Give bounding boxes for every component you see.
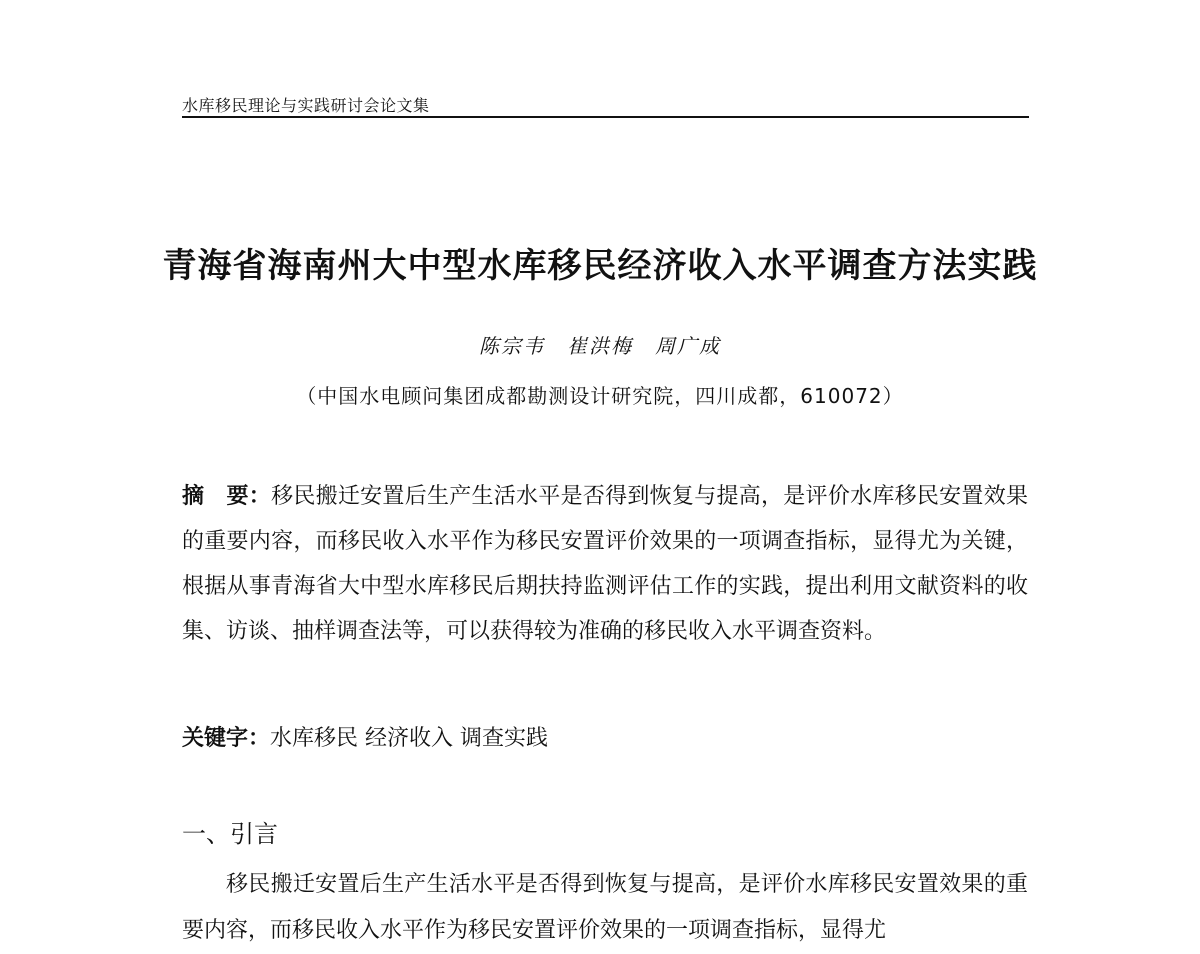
keywords-label: 关键字：: [182, 725, 271, 751]
abstract: [182, 474, 1028, 654]
authors: 陈宗韦 崔洪梅 周广成: [479, 334, 721, 358]
section-heading: 一、引言: [182, 820, 278, 848]
body-paragraph: 移民搬迁安置后生产生活水平是否得到恢复与提高，是评价水库移民安置效果的重要内容，而移民收入水平作为移民安置评价效果的一项调查指标，显得尤: [182, 872, 1028, 943]
header-rule: [182, 116, 1029, 118]
affiliation: （中国水电顾问集团成都勘测设计研究院，四川成都，610072）: [296, 384, 904, 408]
paper-title: 青海省海南州大中型水库移民经济收入水平调查方法实践: [162, 246, 1038, 286]
keywords-text: 水库移民 经济收入 调查实践: [270, 726, 549, 751]
running-head: 水库移民理论与实践研讨会论文集: [182, 96, 430, 115]
abstract-text: 移民搬迁安置后生产生活水平是否得到恢复与提高，是评价水库移民安置效果的重要内容，而移民收入水平作为移民安置评价效果的一项调查指标，显得尤为关键，根据从事青海省大中型水库移民后期扶持监测评估工作的实践，提出利用文献资料的收集、访谈、抽样调查法等，可以获得较为准确的移民收入水平调查资料。: [182, 484, 1028, 644]
abstract-label: 摘 要：: [182, 483, 272, 509]
keywords: [182, 718, 1028, 759]
